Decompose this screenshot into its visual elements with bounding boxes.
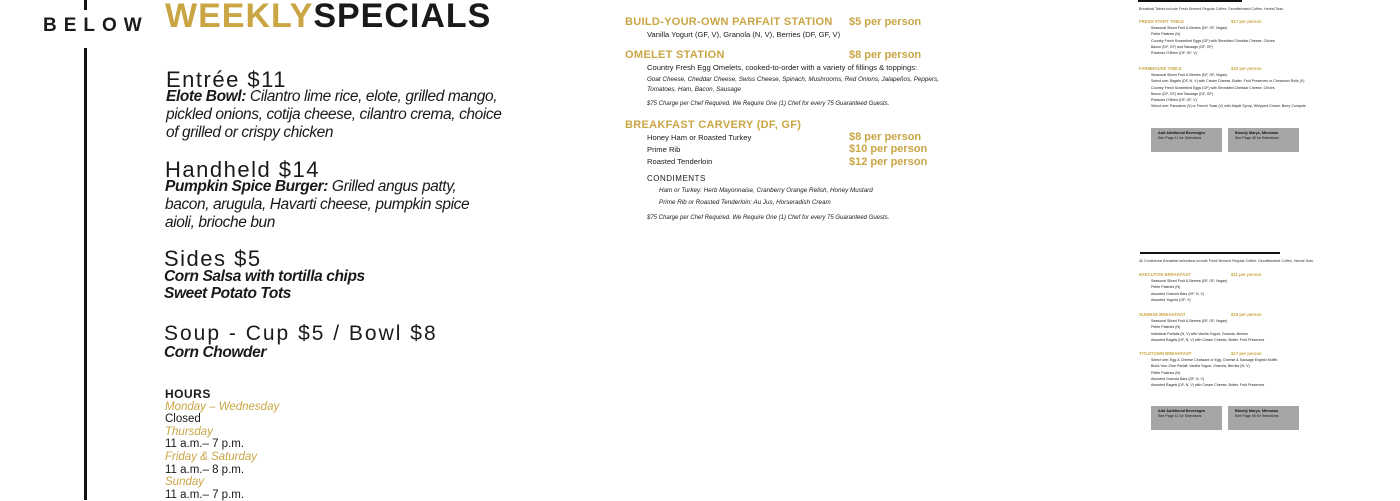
box-title: Bloody Marys, Mimosas bbox=[1235, 409, 1279, 413]
carvery-item-3: Roasted Tenderloin bbox=[647, 157, 713, 166]
entree-name: Elote Bowl: bbox=[166, 88, 246, 105]
parfait-title: BUILD-YOUR-OWN PARFAIT STATION bbox=[625, 16, 833, 28]
carvery-title: BREAKFAST CARVERY (DF, GF) bbox=[625, 119, 802, 131]
list-item: Assorted Granola Bars (DF, N, V) bbox=[1151, 291, 1205, 296]
omelet-item: Country Fresh Egg Omelets, cooked-to-order with a variety of fillings & toppings: bbox=[647, 63, 918, 72]
executive-title: EXECUTIVE BREAKFAST bbox=[1139, 272, 1191, 277]
soup-item: Corn Chowder bbox=[164, 344, 266, 361]
farmhouse-price: $20 per person bbox=[1231, 66, 1262, 71]
sunrise-title: SUNRISE BREAKFAST bbox=[1139, 312, 1186, 317]
carvery-price-1: $8 per person bbox=[849, 131, 922, 143]
hours-title: HOURS bbox=[165, 387, 211, 401]
list-item: Country Fresh Scrambled Eggs (GF) with Shredded Cheddar Cheese, Chives bbox=[1151, 85, 1275, 90]
titletown-title: TITLETOWN BREAKFAST bbox=[1139, 351, 1192, 356]
list-item: Bacon (DF, GF) and Sausage (DF, GF) bbox=[1151, 91, 1213, 96]
handheld-desc: Grilled angus patty, bacon, arugula, Havarti cheese, pumpkin spice aioli, brioche bun bbox=[165, 178, 470, 231]
continental-title-fragment bbox=[1140, 252, 1280, 254]
box-sub: See Page 11 for Selections bbox=[1158, 413, 1202, 418]
carvery-item-1: Honey Ham or Roasted Turkey bbox=[647, 133, 752, 142]
list-item: Potatoes O'Brien (DF, GF, V) bbox=[1151, 98, 1197, 103]
parfait-items: Vanilla Yogurt (GF, V), Granola (N, V), Berries (DF, GF, V) bbox=[647, 30, 841, 39]
breakfast-tables-note: Breakfast Tables include Fresh Brewed Regular Coffee, Decaffeinated Coffee, Herbal Teas. bbox=[1139, 7, 1285, 11]
sides-item-2: Sweet Potato Tots bbox=[164, 285, 291, 302]
executive-items bbox=[1151, 278, 1227, 303]
box-title: Add Additional Beverages bbox=[1158, 409, 1206, 413]
sunrise-price: $15 per person bbox=[1231, 312, 1262, 317]
farmhouse-title: FARMHOUSE TABLE bbox=[1139, 66, 1182, 71]
omelet-note: $75 Charge per Chef Required. We Require One (1) Chef for every 75 Guaranteed Guests. bbox=[647, 101, 890, 107]
hours-time-4: 11 a.m.– 7 p.m. bbox=[165, 488, 245, 501]
omelet-price: $8 per person bbox=[849, 49, 922, 61]
list-item: Country Fresh Scrambled Eggs (GF) with Shredded Cheddar Cheese, Chives bbox=[1151, 38, 1275, 43]
title-specials: SPECIALS bbox=[313, 0, 492, 35]
sunrise-items bbox=[1151, 318, 1264, 343]
hours-time-3: 11 a.m.– 8 p.m. bbox=[165, 463, 245, 476]
entree-heading: Entrée $11 bbox=[166, 67, 288, 92]
list-item: Potatoes O'Brien (DF, GF, V) bbox=[1151, 51, 1197, 56]
list-item: Individual Parfaits (N, V) with Vanilla Yogurt, Granola, Berries bbox=[1151, 331, 1249, 336]
omelet-title: OMELET STATION bbox=[625, 49, 725, 61]
carvery-price-3: $12 per person bbox=[849, 156, 928, 168]
handheld-name: Pumpkin Spice Burger: bbox=[165, 178, 328, 195]
add-beverages-box-1 bbox=[1151, 128, 1222, 152]
brand-bar-top bbox=[84, 0, 87, 10]
sides-heading: Sides $5 bbox=[164, 246, 262, 271]
omelet-toppings-1: Goat Cheese, Cheddar Cheese, Swiss Cheese, Spinach, Mushrooms, Red Onions, Jalapeños, Peppers, bbox=[647, 76, 939, 83]
hours-time-2: 11 a.m.– 7 p.m. bbox=[165, 438, 245, 451]
titletown-items bbox=[1151, 357, 1277, 388]
condiments-title: CONDIMENTS bbox=[647, 174, 706, 183]
continental-note: All Continental Breakfast selections include Fresh Brewed Regular Coffee, Decaffeinated Coffee, Herbal Teas. bbox=[1139, 259, 1314, 263]
box-sub: See Page 40 for Selections bbox=[1235, 413, 1279, 418]
list-item: Seasonal Sliced Fruit & Berries (DF, GF, Vegan) bbox=[1151, 319, 1228, 323]
carvery-note: $75 Charge per Chef Required. We Require One (1) Chef for every 75 Guaranteed Guests. bbox=[647, 215, 890, 221]
list-item: Assorted Bagels (DF, N, V) with Cream Cheese, Butter, Fruit Preserves bbox=[1151, 337, 1265, 342]
list-item: Assorted Granola Bars (DF, N, V) bbox=[1151, 376, 1205, 381]
fresh-start-price: $17 per person bbox=[1231, 19, 1262, 24]
fresh-start-items bbox=[1151, 25, 1275, 56]
hours-day-1: Monday – Wednesday bbox=[165, 400, 280, 413]
hours-block bbox=[165, 388, 315, 501]
fresh-start-title: FRESH START TABLE bbox=[1139, 19, 1184, 24]
box-sub: See Page 40 for Selections bbox=[1235, 135, 1279, 140]
list-item: Select one: Bagels (DF, N, V) with Cream Cheese, Butter, Fruit Preserves or Cinnamon Rolls (V) bbox=[1151, 79, 1305, 84]
list-item: Select one: Egg & Cheese Croissant or Egg, Cheese & Sausage English Muffin bbox=[1151, 358, 1278, 362]
hours-day-2: Thursday bbox=[165, 425, 213, 438]
vertical-divider bbox=[84, 48, 87, 500]
entree-desc: Cilantro lime rice, elote, grilled mango, pickled onions, cotija cheese, cilantro crema, choice of grilled or crispy chicken bbox=[166, 88, 502, 141]
box-sub: See Page 11 for Selections bbox=[1158, 135, 1202, 140]
executive-price: $11 per person bbox=[1231, 272, 1262, 277]
carvery-price-2: $10 per person bbox=[849, 143, 928, 155]
hours-day-4: Sunday bbox=[165, 476, 205, 489]
list-item: Assorted Bagels (DF, N, V) with Cream Cheese, Butter, Fruit Preserves bbox=[1151, 383, 1265, 388]
entree-description bbox=[166, 88, 511, 142]
hours-time-1: Closed bbox=[165, 413, 201, 426]
title-weekly: WEEKLY bbox=[165, 0, 314, 35]
handheld-heading: Handheld $14 bbox=[165, 157, 321, 182]
condiments-line-1: Ham or Turkey: Herb Mayonnaise, Cranberry Orange Relish, Honey Mustard bbox=[659, 187, 873, 194]
farmhouse-items bbox=[1151, 72, 1306, 110]
condiments-line-2: Prime Rib or Roasted Tenderloin: Au Jus, Horseradish Cream bbox=[659, 199, 831, 206]
list-item: Petite Pastries (N) bbox=[1151, 370, 1181, 375]
bloody-mary-box-2 bbox=[1228, 406, 1299, 430]
list-item: Petite Pastries (N) bbox=[1151, 325, 1181, 330]
brand-logo-text: BELOW bbox=[43, 15, 149, 36]
list-item: Seasonal Sliced Fruit & Berries (DF, GF, Vegan) bbox=[1151, 73, 1228, 77]
list-item: Select one: Pancakes (V) or French Toast (V) with Maple Syrup, Whipped Cream, Berry Compote bbox=[1151, 104, 1306, 109]
box-title: Add Additional Beverages bbox=[1158, 131, 1206, 135]
list-item: Bacon (DF, GF) and Sausage (DF, GF) bbox=[1151, 44, 1213, 49]
sides-item-1: Corn Salsa with tortilla chips bbox=[164, 268, 365, 285]
soup-heading: Soup - Cup $5 / Bowl $8 bbox=[164, 322, 438, 345]
omelet-toppings-2: Tomatoes, Ham, Bacon, Sausage bbox=[647, 86, 741, 93]
add-beverages-box-2 bbox=[1151, 406, 1222, 430]
list-item: Petite Pastries (N) bbox=[1151, 32, 1181, 37]
titletown-price: $17 per person bbox=[1231, 351, 1262, 356]
breakfast-tables-title-fragment bbox=[1138, 0, 1242, 2]
list-item: Build-Your-Own Parfait: Vanilla Yogurt, Granola, Berries (N, V) bbox=[1151, 364, 1250, 369]
parfait-price: $5 per person bbox=[849, 16, 922, 28]
bloody-mary-box-1 bbox=[1228, 128, 1299, 152]
list-item: Seasonal Sliced Fruit & Berries (DF, GF, Vegan) bbox=[1151, 279, 1228, 283]
box-title: Bloody Marys, Mimosas bbox=[1235, 131, 1279, 135]
carvery-item-2: Prime Rib bbox=[647, 145, 681, 154]
page-title bbox=[165, 0, 491, 36]
list-item: Seasonal Sliced Fruit & Berries (DF, GF, Vegan) bbox=[1151, 26, 1228, 30]
list-item: Petite Pastries (N) bbox=[1151, 285, 1181, 290]
handheld-description bbox=[165, 178, 477, 232]
list-item: Assorted Yogurts (GF, V) bbox=[1151, 297, 1191, 302]
hours-day-3: Friday & Saturday bbox=[165, 450, 258, 463]
